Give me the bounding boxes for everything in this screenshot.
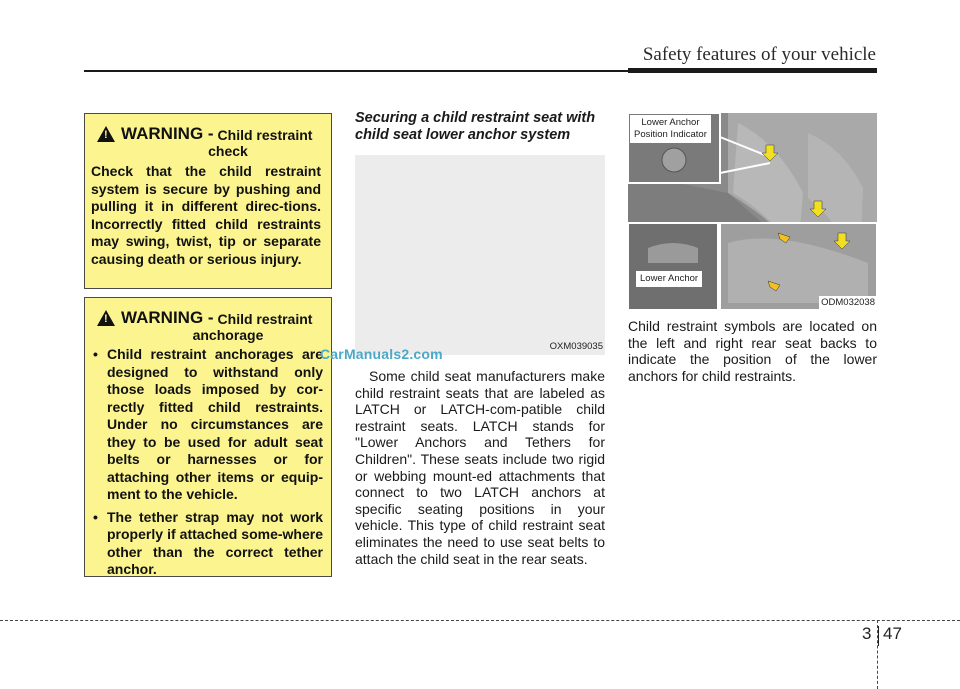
- warning-subject: Child restraint: [217, 311, 313, 327]
- page-header-title: Safety features of your vehicle: [642, 44, 876, 65]
- page-separator: [878, 626, 879, 646]
- warning-box-restraint-anchorage: [84, 297, 332, 577]
- chapter-number: 3: [862, 624, 872, 643]
- warning-subject: Child restraint: [217, 127, 313, 143]
- warning-list: [85, 346, 331, 579]
- warning-body: Check that the child restraint system is secure by pushing and pulling it in different direc-tions. Incorrectly fitted child restraints may swing, twist, tip or separate causing death or serious injury.: [91, 163, 321, 267]
- label-anchor-indicator: Lower Anchor Position Indicator: [630, 115, 711, 143]
- figure-code: OXM039035: [549, 341, 603, 352]
- warning-word: WARNING -: [121, 124, 214, 143]
- symbols-paragraph: Child restraint symbols are located on the left and right rear seat backs to indicate the position of the lower anchors for child restraints.: [628, 318, 877, 384]
- label-lower-anchor: Lower Anchor: [636, 271, 702, 287]
- warning-list-item: • Child restraint anchorages are designed to withstand only those loads imposed by cor-rectly fitted child restraints. Under no circumstances are they to be used for adult seat belts or harnesses or for attaching other items or equip-ment to the vehicle.: [85, 346, 323, 504]
- warning-word: WARNING -: [121, 308, 214, 327]
- figure-latch-placeholder: [355, 155, 605, 355]
- figure-code: ODM032038: [821, 297, 875, 308]
- header-rule-accent: [628, 68, 877, 73]
- section-body: Some child seat manufacturers make child restraint seats that are labeled as LATCH or LATCH-com-patible child restraint seats. LATCH stands for "Lower Anchors and Tethers for Children". These seats include two rigid or webbing mount-ed attachments that connect to two LATCH anchors at specific seating positions in your vehicle. This type of child restraint seat eliminates the need to use seat belts to attach the child seat in the rear seats.: [355, 368, 605, 567]
- warning-triangle-icon: [97, 126, 115, 142]
- page-number: 47: [883, 624, 902, 643]
- warning-box-restraint-check: [84, 113, 332, 289]
- warning-triangle-icon: [97, 310, 115, 326]
- section-title: Securing a child restraint seat with child seat lower anchor system: [355, 110, 596, 143]
- warning-heading: [97, 124, 331, 144]
- footer-rule: [0, 620, 960, 621]
- warning-subject-line2: check: [208, 143, 248, 159]
- warning-subject-line2: anchorage: [192, 327, 264, 343]
- warning-heading: [97, 308, 331, 328]
- watermark: CarManuals2.com: [320, 346, 443, 362]
- warning-list-item: • The tether strap may not work properly if attached some-where other than the correct tether anchor.: [85, 509, 323, 579]
- figure-rear-seat-anchors: [628, 113, 877, 310]
